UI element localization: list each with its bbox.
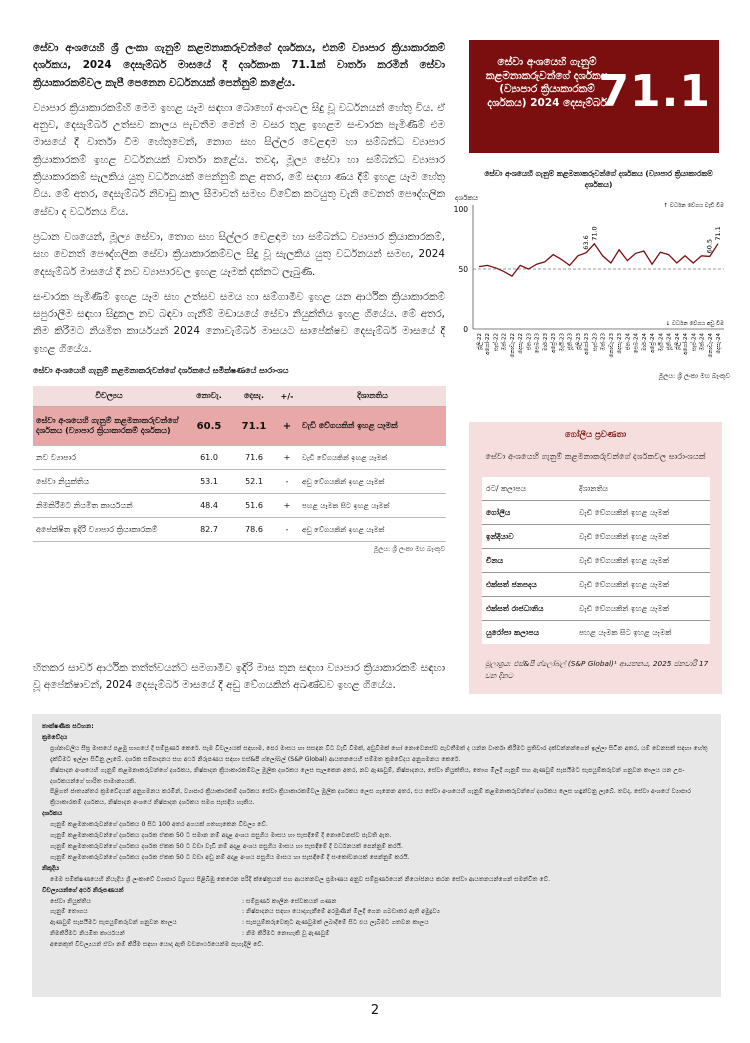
region-direction: වැඩි වේගයකින් ඉහළ යෑමක් <box>579 603 670 613</box>
x-tick-label: ඔක්-22 <box>501 333 508 351</box>
col-variable: විචල්‍යය <box>33 386 185 407</box>
x-ticks <box>476 332 722 357</box>
sample-heading: නිකුදිය <box>42 864 60 872</box>
methodology-heading: ක්‍රමවේදය <box>42 733 68 741</box>
definition-row <box>42 918 714 929</box>
table-row <box>33 494 446 518</box>
row-sign: - <box>275 470 299 494</box>
series-line <box>479 244 718 277</box>
row-sign: + <box>275 446 299 470</box>
x-tick-label: ඔක්-24 <box>699 333 706 351</box>
x-tick-label: ජූනි-24 <box>666 333 673 351</box>
summary-source: මූලය: ශ්‍රී ලංකා මහ බැංකුව <box>373 545 445 554</box>
definitions-heading: විචල්‍යයන්ගේ අර්ථ නිරූපණයන් <box>42 886 124 894</box>
global-table <box>482 477 710 644</box>
y-tick-label: 0 <box>463 325 468 334</box>
paragraph-1: ව්‍යාපාර ක්‍රියාකාරකම්හි මෙම ඉහළ යෑම සඳහා බොහෝ අංශවල සිදු වූ වර්ධනයන් හේතු විය. ඒ අනුව, දෙසැම්බර් උත්සව කාලය පැවතීම මෙන් ම වසර තුළ ඉහළම සංචාරක පැමිණීම් එම මාසයේ දී වාර්තා වීම හේතුවෙන්, නොග සහ සිල්ලර වෙළඳාම හා සම්බන්ධ ව්‍යාපාර ක්‍රියාකාරකම් ඉහළ වර්ධනයක් වාර්තා කළේය. තවද, මූල්‍ය සේවා හා සම්බන්ධ ව්‍යාපාර ක්‍රියාකාරකම් සැලකිය යුතු වර්ධනයක් පෙන්නුම් කළ අතර, මේ සඳහා ණය දීම් ඉහළ යෑම හේතු විය. මේ අතර, දෙසැම්බර් නිවාඩු කාල සීමාවත් සමඟ විවේක කටයුතු වැනි වෙනත් පෞද්ගලික සේවා ද වර්ධනය විය. <box>33 101 445 218</box>
x-tick-label: නොවැ-23 <box>608 333 615 358</box>
col-direction: දිශානතිය <box>579 483 609 493</box>
row-direction: වැඩි වේගයකින් ඉහළ යෑමක් <box>299 446 446 470</box>
data-label: 71.1 <box>714 226 722 241</box>
row-nov: 48.4 <box>185 494 233 518</box>
data-label: 63.6 <box>582 235 591 250</box>
upper-note: ↑ වර්ධන වේගය වැඩි වීම <box>663 203 724 209</box>
row-name: අපේක්ෂිත ඉදිරි ව්‍යාපාර ක්‍රියාකාරකම් <box>33 518 185 542</box>
row-dec: 78.6 <box>233 518 275 542</box>
row-name: සේවා අංශයෙහි ගැනුම් කළමනාකරුවන්ගේ දර්ශකය (ව්‍යාපාර ක්‍රියාකාරකම් දර්ශකය) <box>33 407 185 446</box>
x-tick-label: ජූලි-24 <box>674 333 681 350</box>
kpi-title: සේවා අංශයෙහි ගැනුම් කළමනාකරුවන්ගේ දර්ශකය (ව්‍යාපාර ක්‍රියාකාරකම් දර්ශකය) 2024 දෙසැම්බර් <box>485 56 609 109</box>
row-dec: 52.1 <box>233 470 275 494</box>
region-name: එක්සත් රාජධානිය <box>486 603 544 613</box>
definition-term: ගැනුම් තොගය <box>50 908 88 916</box>
x-tick-label: අගෝ-24 <box>683 333 690 355</box>
definition-row <box>42 929 714 940</box>
closing-paragraph: හිතකර සාර්ව ආර්ථික තත්ත්වයන්ට සමගාමීව ඉදිරි මාස තුන සඳහා ව්‍යාපාර ක්‍රියාකාරකම් සඳහා වූ අපේක්ෂාවන්, 2024 දෙසැම්බර් මාසයේ දී අඩු වේගයකින් අඛණ්ඩව ඉහළ ගියේය. <box>33 662 445 692</box>
index-text-3: ගැනුම් කළමනාකරුවන්ගේ දර්ශකය දර්ශක ඒකක 50 ට වඩා වැඩි නම් අදාළ අංශය පසුගිය මාසය හා සැසඳීමේ දී වර්ධනයක් පෙන්නුම් කරයි. <box>50 842 404 850</box>
data-label: 60.5 <box>705 238 714 254</box>
pmi-line-chart <box>440 185 735 375</box>
x-tick-label: අප්‍රේ-23 <box>551 333 558 353</box>
kpi-box <box>469 40 719 153</box>
row-sign: + <box>275 494 299 518</box>
x-tick-label: ඔක්-23 <box>600 333 607 351</box>
x-tick-label: පෙබ-24 <box>633 333 640 354</box>
x-tick-label: ජූලි-23 <box>575 333 582 350</box>
x-tick-label: සැප්-23 <box>592 333 599 352</box>
row-sign: - <box>275 518 299 542</box>
region-direction: වැඩි වේගයකින් ඉහළ යෑමක් <box>579 531 670 541</box>
x-tick-label: මැයි-24 <box>658 333 665 352</box>
paragraph-2: ප්‍රධාන වශයෙන්, මූල්‍ය සේවා, තොග සහ සිල්ලර වෙළඳාම හා සම්බන්ධ ව්‍යාපාර ක්‍රියාකාරකම්, සහ වෙනත් පෞද්ගලික සේවා ක්‍රියාකාරකම්වල සිදු වූ සැලකිය යුතු වර්ධනයන් සමඟ, 2024 දෙසැම්බර් මාසයේ දී නව ව්‍යාපාරවල ඉහළ යෑමක් දක්නට ලැබුණි. <box>33 230 445 278</box>
region-name: යුරෝපා කලාපය <box>486 627 540 637</box>
x-tick-label: අප්‍රේ-24 <box>650 333 657 353</box>
x-tick-label: දෙසැ-22 <box>518 333 525 354</box>
global-row <box>482 501 710 525</box>
left-column <box>33 40 445 554</box>
region-name: ඉන්දියාව <box>486 531 514 541</box>
y-ticks <box>454 205 469 334</box>
technical-notes <box>32 714 721 997</box>
global-title: ගෝලීය ප්‍රවණතා <box>564 430 627 440</box>
row-nov: 53.1 <box>185 470 233 494</box>
row-name: සේවා නියුක්තිය <box>33 470 185 494</box>
global-source: මූලාශ්‍රය: එස්&පී ග්ලෝබල් (S&P Global)¹ ආයතනය, 2025 ජනවාරි 17 වන දිනට <box>485 659 709 680</box>
row-name: නිමකිරීමට නියමිත කාර්යයන් <box>33 494 185 518</box>
row-direction: අඩු වේගයකින් ඉහළ යෑමක් <box>299 518 446 542</box>
y-tick-label: 50 <box>458 265 468 274</box>
row-direction: අඩු වේගයකින් ඉහළ යෑමක් <box>299 470 446 494</box>
definition-text: : සැපයුම්කරුවෙකුට ඇණවුමක් ලබාදීමේ සිට එය ලැබීමට ගතවන කාලය <box>242 919 429 927</box>
summary-header-row <box>33 386 446 407</box>
notes-title: තාක්ෂණික සටහන: <box>42 723 94 730</box>
global-row <box>482 525 710 549</box>
row-dec: 71.6 <box>233 446 275 470</box>
data-label: 71.0 <box>590 226 599 241</box>
table-row <box>33 407 446 446</box>
summary-heading: සේවා අංශයෙහි ගැනුම් කළමනාකරුවන්ගේ දර්ශකයේ සමීක්ෂණයේ සාරාංශය <box>33 366 289 376</box>
sample-text: මෙම සමීක්ෂණයෙහි නියැදිය ශ්‍රී ලංකාවේ ව්‍යාපාර ව්‍යුහය පිළිබිඹු කෙරෙන පරිදි ක්ෂේත්‍රයන් සහ ආයතනවල ප්‍රමාණය අනුව සම්පූර්ණයෙන් නියෝජනය කරන සේවා ආයතනයන්ගෙන් සමන්විත වේ. <box>50 875 551 883</box>
definition-row <box>42 897 714 908</box>
x-tick-label: ජන-23 <box>526 333 533 351</box>
definition-term: ඇණවුම් සැපයීමට සැපයුම්කරුවන් ගනුවන කාලය <box>50 919 177 927</box>
row-name: නව ව්‍යාපාර <box>33 446 185 470</box>
table-row <box>33 518 446 542</box>
table-row <box>33 446 446 470</box>
row-direction: පහළ යෑමක සිට ඉහළ යෑමක් <box>299 494 446 518</box>
region-direction: වැඩි වේගයකින් ඉහළ යෑමක් <box>579 555 670 565</box>
x-tick-label: සැප්-24 <box>691 333 698 352</box>
definition-text: : නිම කිරීමට නොහැකි වූ ඇණවුම් <box>242 930 330 938</box>
x-tick-label: මැයි-23 <box>559 333 566 352</box>
region-direction: වැඩි වේගයකින් ඉහළ යෑමක් <box>579 579 670 589</box>
paragraph-3: සංචාරක පැමිණීම් ඉහළ යෑම සහ උත්සව සමය හා සම්ගාමීව ඉහළ යන ආර්ථික ක්‍රියාකාරකම් සපුරාලීම සඳහා සිදුකල නව බඳවා ගැනීම් මඩායයේ සේවා නියුක්තිය ඉහළ ගියේය. මේ අතර, නිම කිරීමට නියමිත කාර්යයන් 2024 නොවැම්බර් මාසයට සාපේක්ෂව දෙසැම්බර් මාසයේ දී ඉහළ ගියේය. <box>33 290 445 355</box>
col-nov: නොවැ. <box>185 386 233 407</box>
col-sign: +/- <box>275 386 299 407</box>
x-tick-label: අගෝ-22 <box>485 333 492 355</box>
row-dec: 51.6 <box>233 494 275 518</box>
table-row <box>33 470 446 494</box>
x-tick-label: පෙබ-23 <box>534 333 541 354</box>
lower-note: ↓ වර්ධන වේගය අඩු වීම <box>665 321 724 327</box>
x-tick-label: නොවැ-22 <box>509 333 516 358</box>
x-tick-label: ජන-24 <box>625 333 632 351</box>
col-dec: දෙසැ. <box>233 386 275 407</box>
global-trends-box <box>469 422 722 694</box>
page-number: 2 <box>370 1003 380 1018</box>
summary-table <box>33 386 446 542</box>
region-direction: පහළ යෑමක සිට ඉහළ යෑමක් <box>579 627 672 637</box>
kpi-value: 71.1 <box>598 66 711 117</box>
region-name: චීනය <box>486 555 504 565</box>
lead-paragraph: සේවා අංශයෙහි ශ්‍රී ලංකා ගැනුම් කළමනාකරුවන්ගේ දර්ශකය, එනම් ව්‍යාපාර ක්‍රියාකාරකම් දර්ශකය, 2024 දෙසැම්බර් මාසයේ දී දර්ශකාංක 71.1ක් වාර්තා කරමින් සේවා ක්‍රියාකාරකම්වල කැපී පෙනෙන වර්ධනයක් පෙන්නුම් කළේය. <box>33 42 445 89</box>
definition-term: සේවා නියුක්තිය <box>50 897 92 905</box>
index-text-1: ගැනුම් කළමනාකරුවන්ගේ දර්ශකය 0 සිට 100 අතර අගයක් ගතහැකෙන විචල්‍ය වේ. <box>50 821 268 829</box>
col-direction: දිශානතිය <box>299 386 446 407</box>
col-region: රට/ කලාපය <box>486 483 527 493</box>
methodology-text-1: ප්‍රශ්නාවලිය සීඝ්‍ර මාසයේ පළමු භාගයේ දී සම්පූර්ණ කෙරේ. සෑම විචල්‍යයක් සඳහාම, පෙර මාසය හා සසඳන විට වැඩි වීමක්, අඩුවීමක් හෝ නොවෙනස්ව පැවතීමක් ද යන්න වාර්තා කිරීමට ප්‍රතිචාර දක්වන්නන්ගෙන් ඉල්ලා සිටින අතර, යම් වෙනසක් සඳහා හේතු දැක්වීමට ඉල්ලා සිටිනු ලැබේ. දර්ශක සම්පාදනය සහ අර්ථ නිරූපණය සඳහා එස්&පී ග්ලෝබල් (S&P Global) ආයතනයෙහි සම්මත ක්‍රමවේදය අනුගමනය කෙරේ. <box>50 744 708 763</box>
index-heading: දර්ශකය <box>42 810 63 818</box>
region-name: එක්සත් ජනපදය <box>486 579 537 589</box>
methodology-text-3: පිළිගත් ජාත්‍යන්තර ක්‍රමවේදයන් අනුගමනය කරමින්, ව්‍යාපාර ක්‍රියාකාරකම් දර්ශකය සේවා ක්‍රියාකාරකම්වල මූලික දර්ශකය ලෙස ගැනෙන අතර, එය සේවා අංශයෙහි ගැනුම් කළමනාකරුවන්ගේ දර්ශකය ලෙස හඳුන්වනු ලැබේ. තවද, සේවා අංශයේ ව්‍යාපාර ක්‍රියාකාරකම් දර්ශකය, නිෂ්පාදන අංශයේ නිෂ්පාදන දර්ශකය සමග සැසඳිය හැකිය. <box>50 788 691 807</box>
methodology-text-2: නිෂ්පාදන අංශයෙහි ගැනුම් කළමනාකරුවන්ගේ දර්ශකය, නිෂ්පාදන ක්‍රියාකාරකම්වල මූලික දර්ශකය ලෙස සැලකෙන අතර, නව ඇණවුම්, නිෂ්පාදනය, සේවා නියුක්තිය, තොග මිලදී ගැනුම් සහ ඇණවුම් සැපයීමට සැපයුම්කරුවන් ගනුවන කාලය යන උප-දර්ශකයන්ගේ භාරිත සාමාන්‍යයකි. <box>50 766 685 785</box>
definition-text: : නිෂ්පාදනය සඳහා යොදාගැනීමේ අරමුණින් මිලදී ගෙන ගබඩාකර ඇති අමුද්‍රව්‍ය <box>242 908 440 916</box>
region-direction: වැඩි වේගයකින් ඉහළ යෑමක් <box>579 507 670 517</box>
x-tick-label: නොවැ-24 <box>707 333 714 358</box>
chart-title: සේවා අංශයෙහි ගැනුම් කළමනාකරුවන්ගේ දර්ශකය (ව්‍යාපාර ක්‍රියාකාරකම් දර්ශකය) <box>484 169 713 189</box>
row-nov: 60.5 <box>185 407 233 446</box>
region-name: ගෝලීය <box>486 507 511 517</box>
data-labels <box>582 226 722 253</box>
x-tick-label: දෙසැ-24 <box>716 333 722 354</box>
notes-ending: අනෙකුත් විචල්‍යයන් ඒවා නම් කිරීම සඳහා යොදා ඇති වචනාර්ථයෙන්ම පැහැදිලි වේ. <box>50 941 264 949</box>
global-row <box>482 621 710 644</box>
global-subtitle: සේවා අංශයෙහි ගැනුම් කළමනාකරුවන්ගේ දර්ශකවල සාරාංශයක් <box>485 451 706 461</box>
x-tick-label: ජූලි-22 <box>477 333 483 350</box>
row-nov: 82.7 <box>185 518 233 542</box>
chart-source: මූලය: ශ්‍රී ලංකා මහ බැංකුව <box>658 372 730 380</box>
row-dec: 71.1 <box>233 407 275 446</box>
definition-term: නිමකිරීමට නියමිත කාර්යයන් <box>50 930 125 938</box>
x-tick-label: මාර්-23 <box>542 333 549 352</box>
x-tick-label: අගෝ-23 <box>584 333 591 355</box>
row-nov: 61.0 <box>185 446 233 470</box>
x-tick-label: මාර්-24 <box>641 333 648 352</box>
global-row <box>482 597 710 621</box>
global-row <box>482 549 710 573</box>
index-text-2: ගැනුම් කළමනාකරුවන්ගේ දර්ශකය දර්ශක ඒකක 50 ට සමාන නම් අදාළ අංශය පසුගිය මාසය හා සැසඳීමේ දී නොවෙනස්ව පැවති ඇත. <box>50 832 392 840</box>
row-sign: + <box>275 407 299 446</box>
x-tick-label: ජූනි-23 <box>567 333 574 351</box>
y-axis-label: දර්ශකය <box>455 194 479 202</box>
row-direction: වැඩි වේගයකින් ඉහළ යෑමක් <box>299 407 446 446</box>
definition-row <box>42 907 714 918</box>
global-row <box>482 573 710 597</box>
definition-text: : සම්පූර්ණ කාලීන සේවකයන් ගණන <box>242 897 337 905</box>
index-text-4: ගැනුම් කළමනාකරුවන්ගේ දර්ශකය දර්ශක ඒකක 50 ට වඩා අඩු නම් අදාළ අංශය පසුගිය මාසය හා සැසඳීමේ දී සංකෝචනයක් පෙන්නුම් කරයි. <box>50 853 410 861</box>
x-tick-label: සැප්-22 <box>493 333 500 352</box>
y-tick-label: 100 <box>453 205 468 214</box>
global-header-row <box>482 477 710 501</box>
x-tick-label: දෙසැ-23 <box>617 333 624 354</box>
